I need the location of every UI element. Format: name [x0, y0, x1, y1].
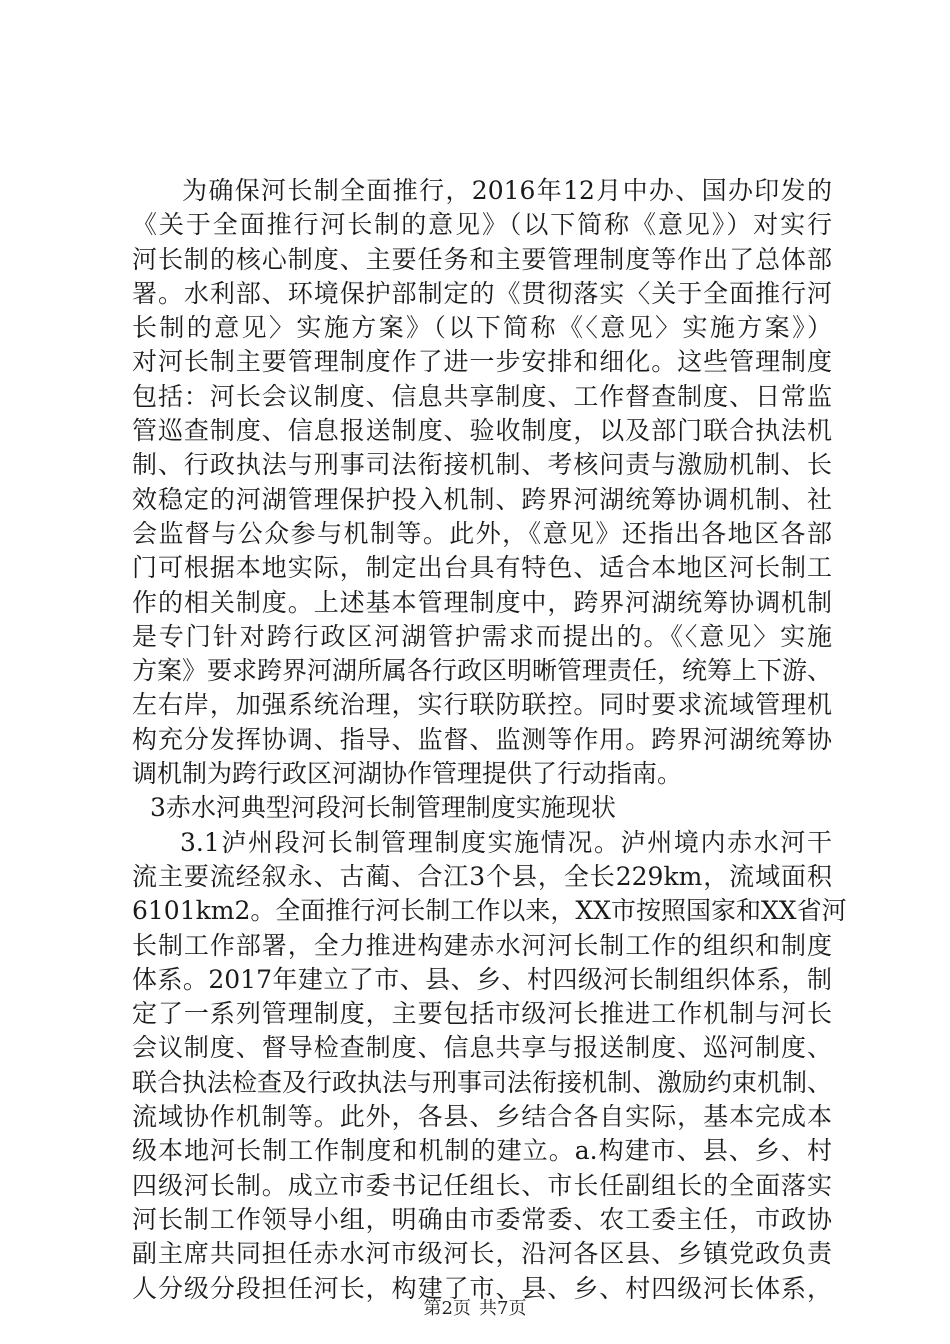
- text-line: 左右岸，加强系统治理，实行联防联控。同时要求流域管理机: [132, 690, 832, 720]
- page-footer: [0, 1294, 950, 1320]
- text-line: 包括：河长会议制度、信息共享制度、工作督查制度、日常监: [132, 381, 832, 411]
- text-line: 河长制工作领导小组，明确由市委常委、农工委主任，市政协: [132, 1204, 832, 1234]
- text-line: 体系。2017年建立了市、县、乡、村四级河长制组织体系，制: [132, 964, 832, 994]
- page-number: 第2页: [423, 1298, 471, 1319]
- text-line: 门可根据本地实际，制定出台具有特色、适合本地区河长制工: [132, 553, 832, 583]
- text-line: 构充分发挥协调、指导、监督、监测等作用。跨界河湖统筹协: [132, 724, 832, 754]
- text-line: 署。水利部、环境保护部制定的《贯彻落实〈关于全面推行河: [132, 278, 832, 308]
- text-line: 级本地河长制工作制度和机制的建立。a.构建市、县、乡、村: [132, 1136, 832, 1166]
- text-line: 会议制度、督导检查制度、信息共享与报送制度、巡河制度、: [132, 1033, 832, 1063]
- text-line: 河长制的核心制度、主要任务和主要管理制度等作出了总体部: [132, 244, 832, 274]
- text-line: 四级河长制。成立市委书记任组长、市长任副组长的全面落实: [132, 1170, 832, 1200]
- text-line: 作的相关制度。上述基本管理制度中，跨界河湖统筹协调机制: [132, 587, 832, 617]
- text-line: 管巡查制度、信息报送制度、验收制度，以及部门联合执法机: [132, 416, 832, 446]
- text-line: 流域协作机制等。此外，各县、乡结合各自实际，基本完成本: [132, 1102, 832, 1132]
- text-line: 为确保河长制全面推行，2016年12月中办、国办印发的: [182, 176, 832, 205]
- text-line: 会监督与公众参与机制等。此外，《意见》还指出各地区各部: [132, 518, 832, 548]
- text-line: 3.1泸州段河长制管理制度实施情况。泸州境内赤水河干: [180, 827, 832, 857]
- text-line: 长制工作部署，全力推进构建赤水河河长制工作的组织和制度: [132, 930, 832, 960]
- text-line: 流主要流经叙永、古蔺、合江3个县，全长229km，流域面积: [132, 861, 832, 891]
- text-line: 副主席共同担任赤水河市级河长，沿河各区县、乡镇党政负责: [132, 1239, 832, 1269]
- paragraph-intro: [132, 174, 832, 791]
- text-line: 定了一系列管理制度，主要包括市级河长推进工作机制与河长: [132, 999, 832, 1029]
- text-line: 调机制为跨行政区河湖协作管理提供了行动指南。: [132, 759, 683, 789]
- text-line: 对河长制主要管理制度作了进一步安排和细化。这些管理制度: [132, 347, 832, 377]
- text-line: 是专门针对跨行政区河湖管护需求而提出的。《〈意见〉实施: [132, 621, 832, 651]
- paragraph-luzhou: [132, 826, 847, 1306]
- text-line: 长制的意见〉实施方案》（以下简称《〈意见〉实施方案》）: [132, 313, 832, 343]
- document-body: [132, 174, 847, 1306]
- text-line: 《关于全面推行河长制的意见》（以下简称《意见》）对实行: [132, 210, 832, 240]
- text-line: 人分级分段担任河长，构建了市、县、乡、村四级河长体系，: [132, 1273, 832, 1303]
- text-line: 方案》要求跨界河湖所属各行政区明晰管理责任，统筹上下游、: [132, 656, 833, 686]
- section-heading: 3赤水河典型河段河长制管理制度实施现状: [150, 793, 616, 823]
- text-line: 联合执法检查及行政执法与刑事司法衔接机制、激励约束机制、: [132, 1067, 833, 1097]
- text-line: 效稳定的河湖管理保护投入机制、跨界河湖统筹协调机制、社: [132, 484, 832, 514]
- text-line: 制、行政执法与刑事司法衔接机制、考核问责与激励机制、长: [132, 450, 832, 480]
- page-total: 共7页: [479, 1298, 527, 1319]
- text-line: 6101km2。全面推行河长制工作以来，XX市按照国家和XX省河: [132, 896, 847, 926]
